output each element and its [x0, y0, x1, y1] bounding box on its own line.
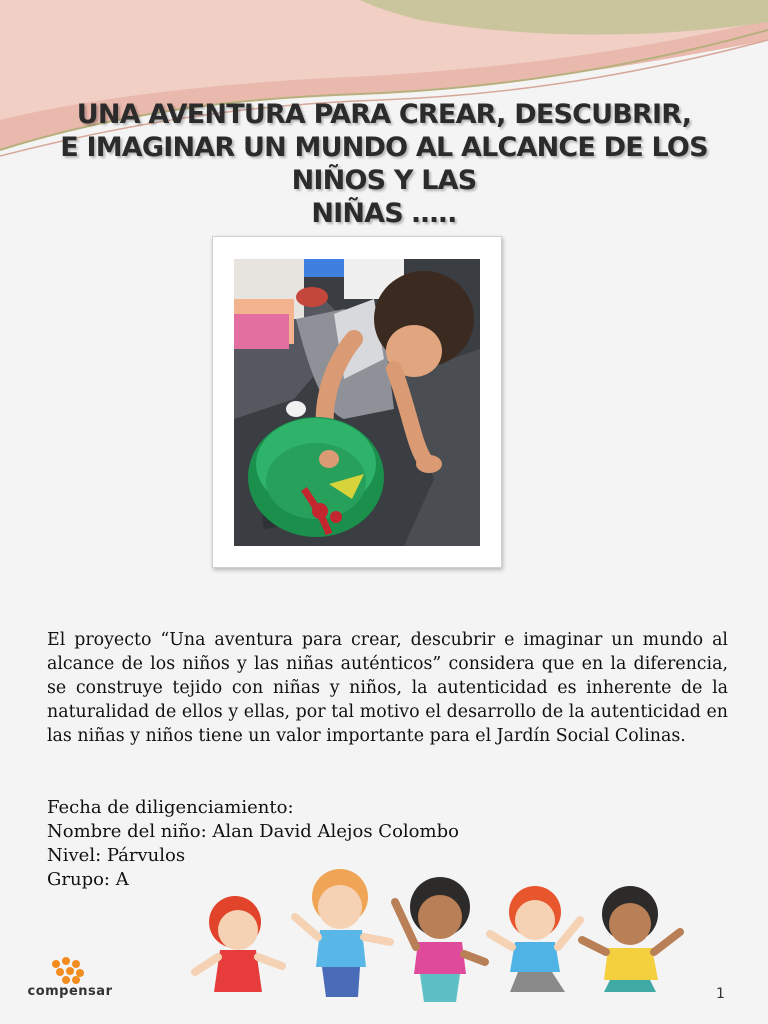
page-number: 1 [716, 986, 725, 1002]
detail-nivel: Nivel: Párvulos [47, 845, 186, 866]
detail-fecha: Fecha de diligenciamiento: [47, 797, 294, 818]
compensar-logo-text: compensar [27, 984, 113, 999]
detail-nombre: Nombre del niño: Alan David Alejos Colombo [47, 821, 459, 842]
kid-2-illustration [295, 869, 390, 997]
children-illustration [190, 862, 710, 1012]
kid-5-illustration [582, 886, 680, 992]
document-title [10, 98, 758, 230]
detail-grupo: Grupo: A [47, 869, 129, 890]
description-paragraph: El proyecto “Una aventura para crear, descubrir e imaginar un mundo al alcance de los niños y las niñas auténticos” considera que en la diferencia, se construye tejido con niñas y niños, la autenticidad es inherente de la naturalidad de ellos y ellas, por tal motivo el desarrollo de la autenticidad en las niñas y niños tiene un valor importante para el Jardín Social Colinas. [47, 630, 728, 746]
title-line-1: UNA AVENTURA PARA CREAR, DESCUBRIR, [76, 99, 692, 130]
kid-4-illustration [490, 886, 580, 992]
compensar-logo-icon [14, 956, 126, 984]
kid-3-illustration [395, 877, 485, 1002]
compensar-logo [14, 956, 126, 1000]
title-line-3: NIÑAS ….. [311, 198, 457, 229]
child-activity-photo [234, 259, 480, 546]
project-description [47, 628, 728, 748]
title-line-2: E IMAGINAR UN MUNDO AL ALCANCE DE LOS NIÑOS Y LAS [60, 132, 708, 196]
photo-frame [212, 236, 502, 568]
kid-1-illustration [195, 896, 282, 992]
